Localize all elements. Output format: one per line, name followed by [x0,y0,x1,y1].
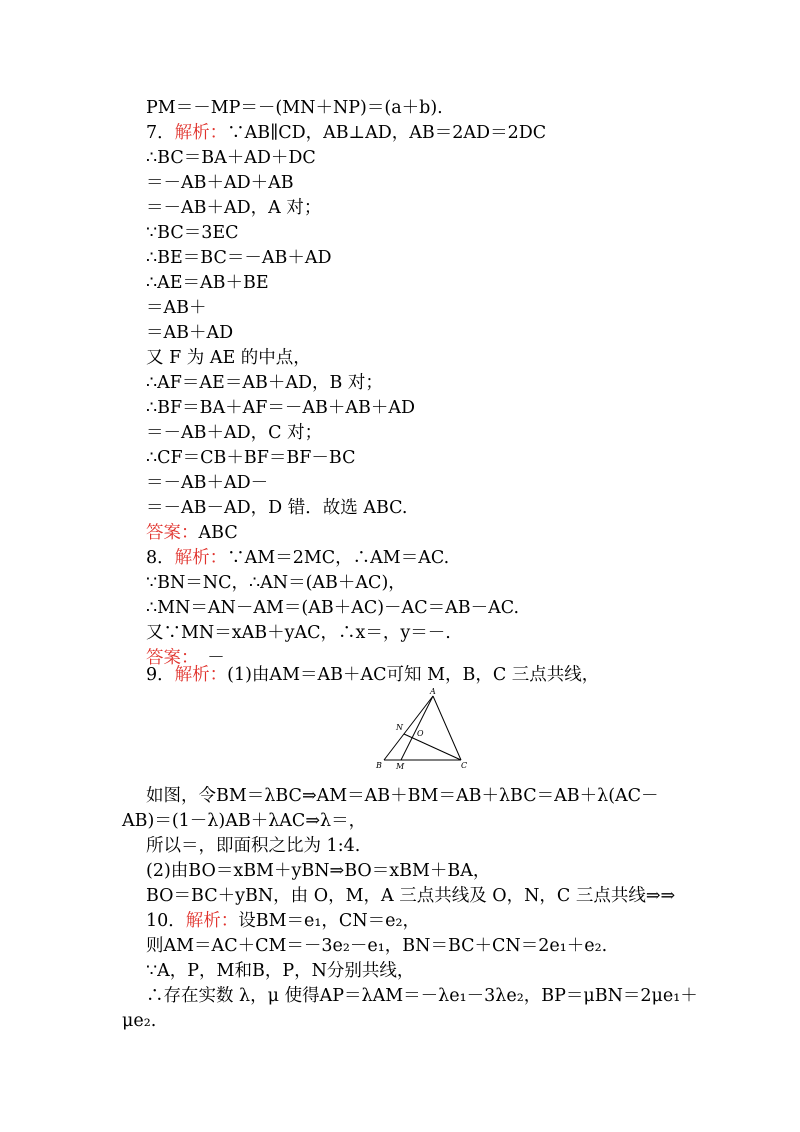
line-15: ∴CF＝CB＋BF＝BF－BC [146,448,356,468]
analysis-label: 解析： [174,665,228,685]
label-a: A [430,688,436,696]
line-31: 则AM＝AC＋CM＝－3e₂－e₁，BN＝BC＋CN＝2e₁＋e₂. [146,936,608,956]
segment-nc [404,734,461,760]
line-4: ＝－AB＋AD＋AB [146,173,294,193]
line-22: 又∵MN＝xAB＋yAC，∴x＝，y＝－. [146,623,451,643]
label-b: B [376,761,382,770]
line-2-problem-7: 7．解析：∵AB∥CD，AB⊥AD，AB＝2AD＝2DC [146,123,547,143]
line-18-answer-7: 答案：ABC [146,523,238,543]
line-34: μe₂. [122,1011,157,1031]
line-32: ∵A，P，M和B，P，N分别共线， [146,961,415,981]
label-m: M [396,762,405,771]
edge-ab [384,696,433,760]
line-25: 如图，令BM＝λBC⇒AM＝AB＋BM＝AB＋λBC＝AB＋λ(AC－ [146,786,659,806]
triangle-diagram [364,688,474,772]
problem-number: 9． [146,665,175,685]
line-33: ∴存在实数 λ，μ 使得AP＝λAM＝－λe₁－3λe₂，BP＝μBN＝2μe₁＋ [146,986,698,1006]
line-5: ＝－AB＋AD，A 对； [146,198,322,218]
triangle-figure [364,688,474,772]
problem-number: 7． [146,123,175,143]
line-28: (2)由BO＝xBM＋yBN⇒BO＝xBM＋BA， [146,861,491,881]
line-17: ＝－AB－AD，D 错．故选 ABC. [146,498,408,518]
label-c: C [461,761,468,770]
segment-am [401,696,433,760]
line-13: ∴BF＝BA＋AF＝－AB＋AB＋AD [146,398,416,418]
line-10: ＝AB＋AD [146,323,234,343]
problem-number: 10． [146,911,186,931]
edge-ac [433,696,461,760]
answer-label: 答案： [146,648,190,668]
line-19-problem-8: 8．解析：∵AM＝2MC，∴AM＝AC. [146,548,450,568]
line-23-answer-8: 答案： － [146,648,225,668]
analysis-label: 解析： [185,911,239,931]
line-1: PM＝－MP＝－(MN＋NP)＝(a＋b). [146,98,443,118]
analysis-label: 解析： [174,548,228,568]
line-20: ∵BN＝NC，∴AN＝(AB＋AC)， [146,573,406,593]
answer-label: 答案： [146,523,199,543]
line-26: AB)＝(1－λ)AB＋λAC⇒λ＝， [122,811,367,831]
line-9: ＝AB＋ [146,298,207,318]
problem-number: 8． [146,548,175,568]
line-21: ∴MN＝AN－AM＝(AB＋AC)－AC＝AB－AC. [146,598,520,618]
line-24-problem-9: 9．解析：(1)由AM＝AB＋AC可知 M，B，C 三点共线， [146,665,600,685]
line-16: ＝－AB＋AD－ [146,473,269,493]
line-3: ∴BC＝BA＋AD＋DC [146,148,316,168]
line-7: ∴BE＝BC＝－AB＋AD [146,248,332,268]
line-30-problem-10: 10．解析：设BM＝e₁，CN＝e₂， [146,911,421,931]
line-12: ∴AF＝AE＝AB＋AD，B 对； [146,373,383,393]
line-11: 又 F 为 AE 的中点， [146,348,311,368]
analysis-label: 解析： [174,123,228,143]
line-27: 所以＝，即面积之比为 1:4. [146,836,361,856]
line-8: ∴AE＝AB＋BE [146,273,269,293]
line-14: ＝－AB＋AD，C 对； [146,423,323,443]
label-o: O [417,729,424,738]
line-6: ∵BC＝3EC [146,223,239,243]
label-n: N [396,723,403,732]
line-29: BO＝BC＋yBN，由 O，M，A 三点共线及 O，N，C 三点共线⇒⇒ [146,886,676,906]
